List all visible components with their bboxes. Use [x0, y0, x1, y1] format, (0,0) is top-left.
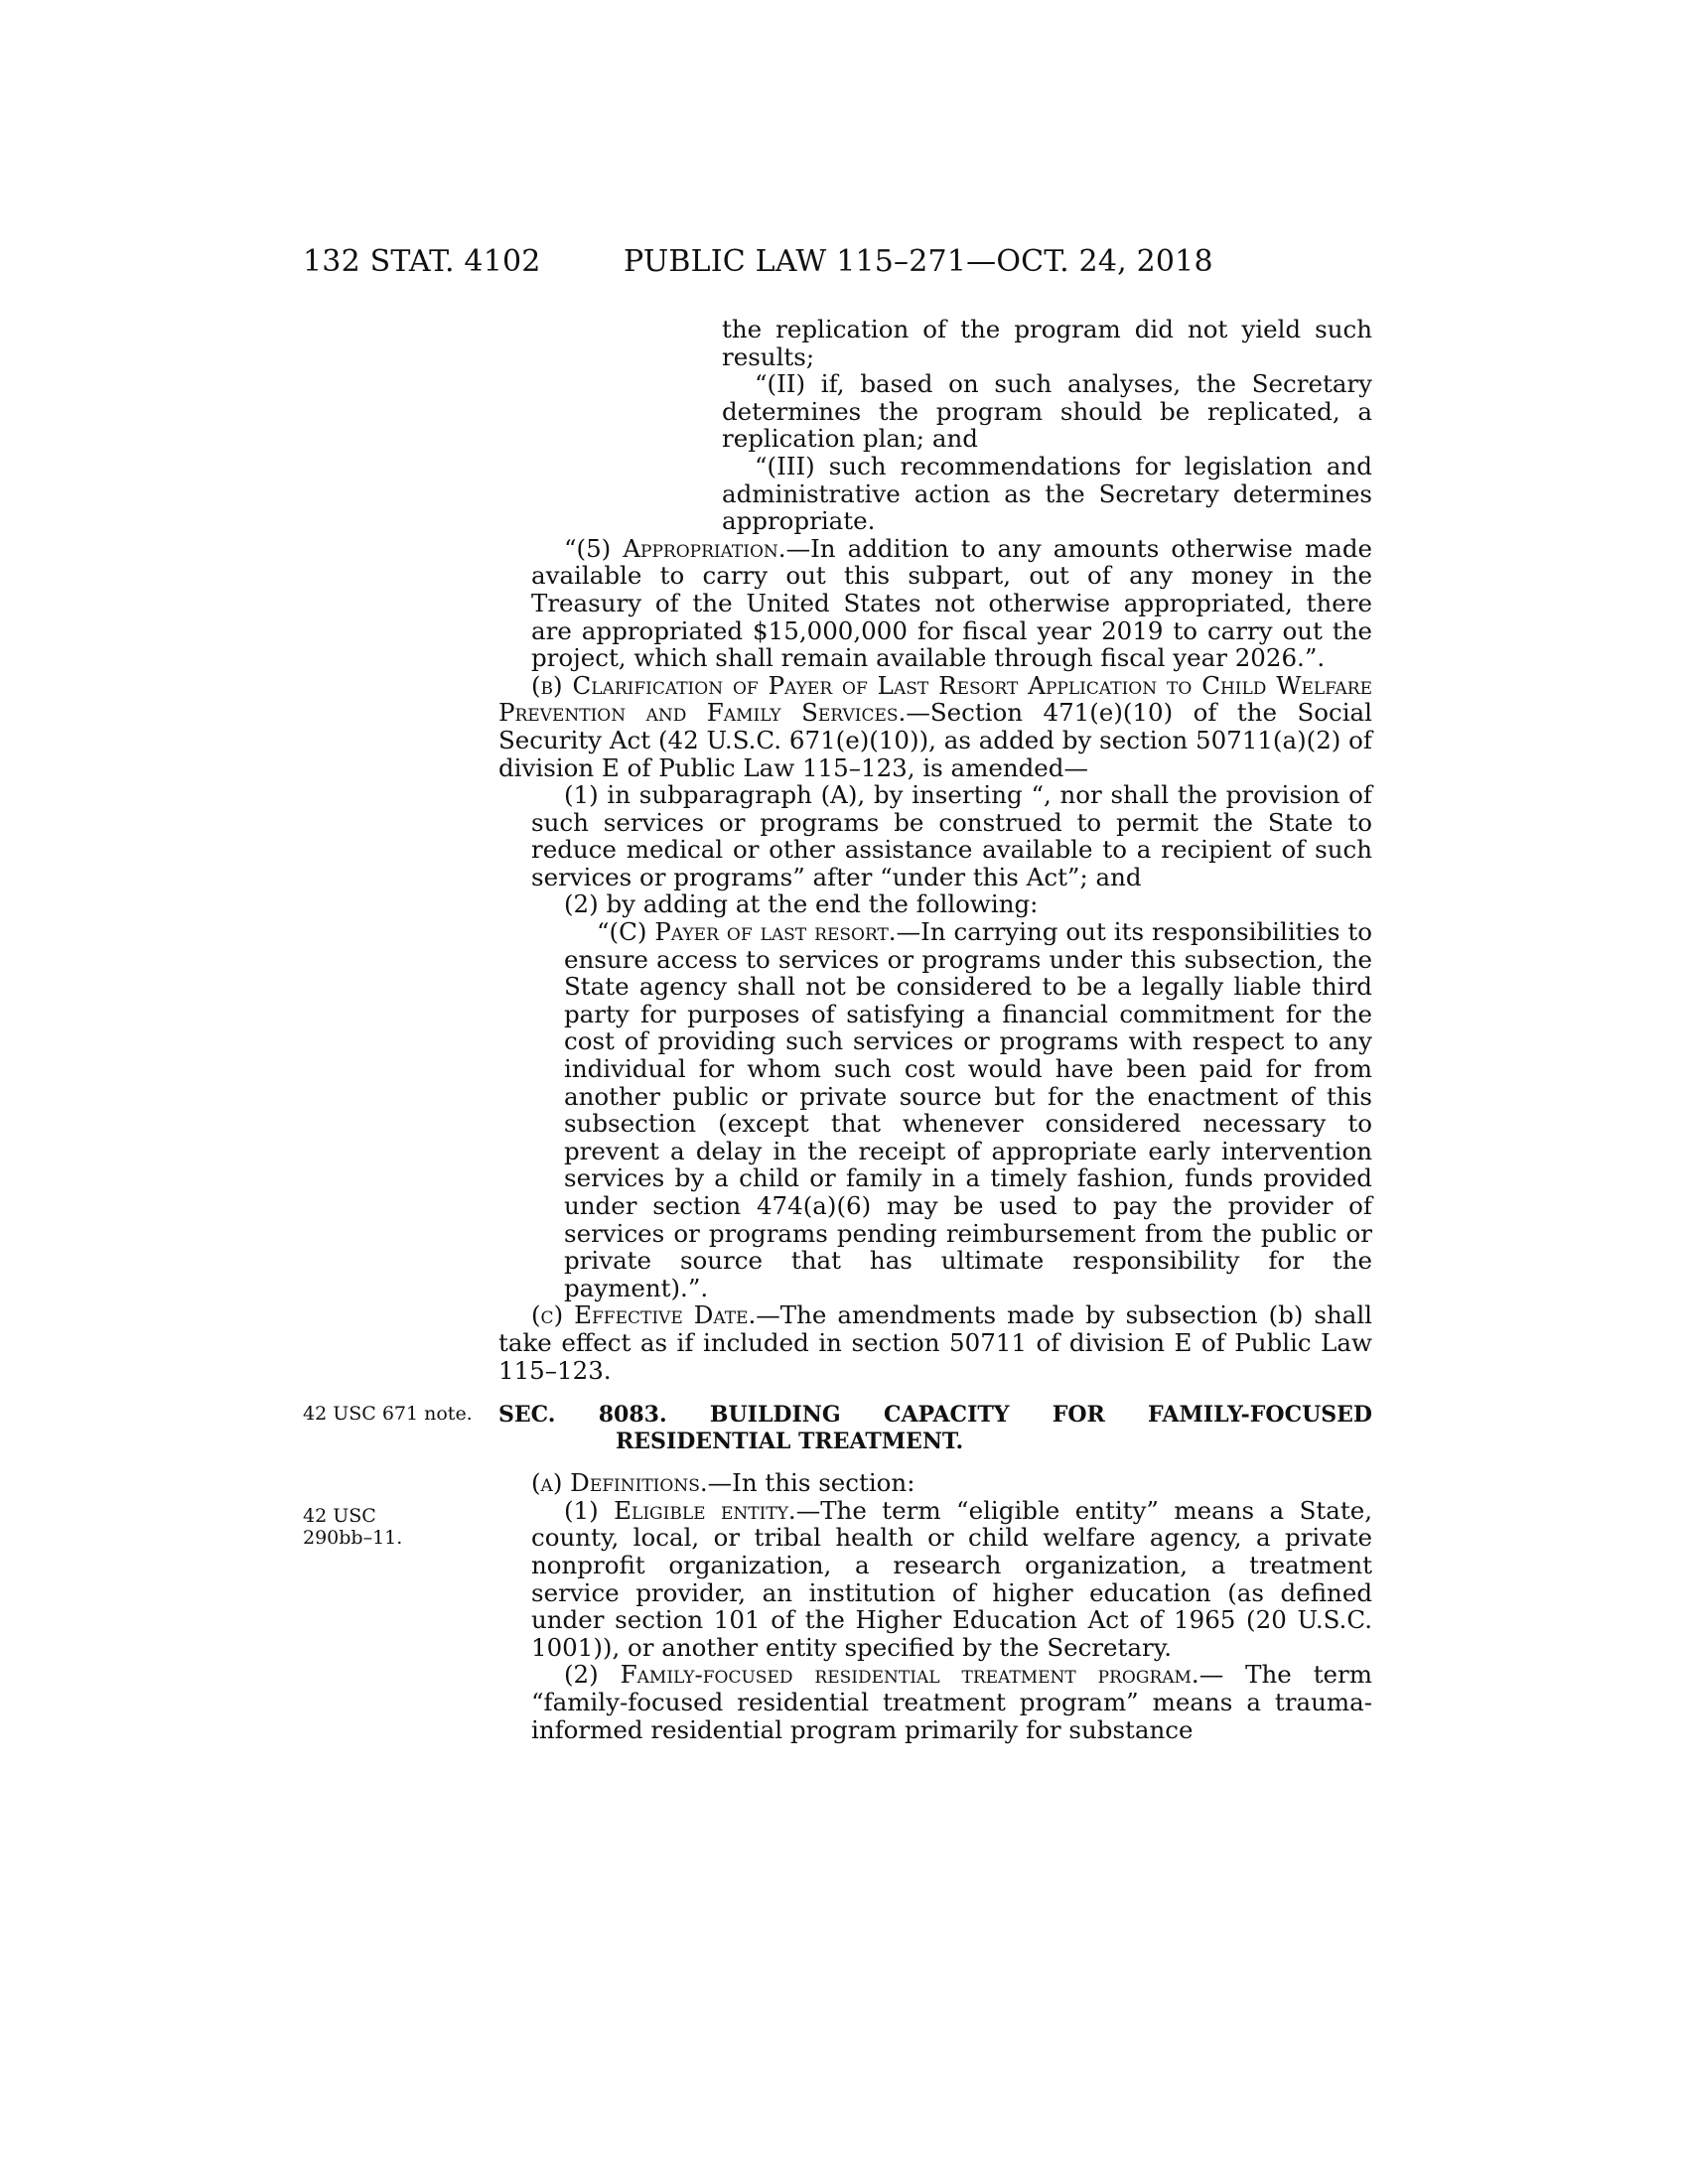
paragraph-eligible-entity	[498, 1497, 1372, 1662]
paragraph-subparagraph-a: (1) in subparagraph (A), by inserting “, nor shall the provision of such services or programs be construed to permit the State to reduce medical or other assistance available to a recipient of such services or programs” after “under this Act”; and	[531, 780, 1372, 891]
margin-note-line-2: 290bb–11.	[303, 1527, 403, 1549]
eligible-entity-text: —The term “eligible entity” means a State, county, local, or tribal health or child welfare agency, a private nonprofit organization, a research organization, a treatment service provider, an institution of higher education (as defined under section 101 of the Higher Education Act of 1965 (20 U.S.C. 1001)), or another entity specified by the Secretary.	[531, 1495, 1372, 1662]
margin-note-usc-671: 42 USC 671 note.	[303, 1403, 473, 1425]
paragraph-replication-results: the replication of the program did not yield such results;	[722, 315, 1372, 371]
law-title-header: PUBLIC LAW 115–271—OCT. 24, 2018	[624, 244, 1213, 279]
section-8083-heading: SEC. 8083. BUILDING CAPACITY FOR FAMILY-FOCUSED RESIDENTIAL TREATMENT.	[498, 1402, 1372, 1455]
statute-body	[498, 316, 1372, 1743]
eligible-entity-label: (1) Eligible entity.	[564, 1495, 796, 1525]
paragraph-payer-last-resort	[498, 918, 1372, 1301]
family-focused-program-text: — The term “family-focused residential treatment program” means a trauma-informed residential program primarily for substance	[531, 1660, 1373, 1744]
appropriation-text: —In addition to any amounts otherwise made available to carry out this subpart, out of any money in the Treasury of the United States not otherwise appropriated, there are appropriated $15,000,000 for fiscal year 2019 to carry out the project, which shall remain available through fiscal year 2026.”.	[531, 533, 1373, 673]
paragraph-effective-date	[498, 1301, 1372, 1384]
paragraph-appropriation	[498, 535, 1372, 672]
effective-date-text: —The amendments made by subsection (b) shall take effect as if included in section 50711 of division E of Public Law 115–123.	[498, 1300, 1372, 1385]
paragraph-adding-at-end: (2) by adding at the end the following:	[564, 889, 1039, 919]
paragraph-replication-plan: “(II) if, based on such analyses, the Secretary determines the program should be replicated, a replication plan; and	[722, 369, 1372, 454]
family-focused-program-label: (2) Family-focused residential treatment program.	[564, 1660, 1199, 1690]
paragraph-definitions	[498, 1469, 1372, 1497]
paragraph-payer-clarification	[498, 672, 1372, 781]
effective-date-label: (c) Effective Date.	[531, 1300, 757, 1330]
payer-clarification-text: —Section 471(e)(10) of the Social Security Act (42 U.S.C. 671(e)(10)), as added by section 50711(a)(2) of division E of Public Law 115–123, is amended—	[498, 698, 1373, 782]
definitions-text: —In this section:	[707, 1468, 915, 1498]
appropriation-label: “(5) Appropriation.	[564, 533, 786, 563]
paragraph-family-focused-program	[498, 1661, 1372, 1743]
payer-last-resort-text: —In carrying out its responsibilities to ensure access to services or programs under this subsection, the State agency shall not be considered to be a legally liable third party for purposes of satisfying a financial commitment for the cost of providing such services or programs with respect to any individual for whom such cost would have been paid for from another public or private source but for the enactment of this subsection (except that whenever considered necessary to prevent a delay in the receipt of appropriate early intervention services by a child or family in a timely fashion, funds provided under section 474(a)(6) may be used to pay the provider of services or programs pending reimbursement from the public or private source that has ultimate responsibility for the payment).”.	[564, 917, 1372, 1302]
margin-note-line-1: 42 USC	[303, 1505, 376, 1527]
payer-clarification-label: (b) Clarification of Payer of Last Resort Application to Child Welfare Prevention and Family Services.	[498, 670, 1372, 728]
stat-page-number: 132 STAT. 4102	[303, 244, 541, 279]
payer-last-resort-label: “(C) Payer of last resort.	[597, 917, 897, 947]
paragraph-recommendations: “(III) such recommendations for legislation and administrative action as the Secretary determines appropriate.	[722, 451, 1372, 536]
definitions-label: (a) Definitions.	[531, 1468, 708, 1498]
margin-note-usc-290bb	[303, 1505, 492, 1549]
